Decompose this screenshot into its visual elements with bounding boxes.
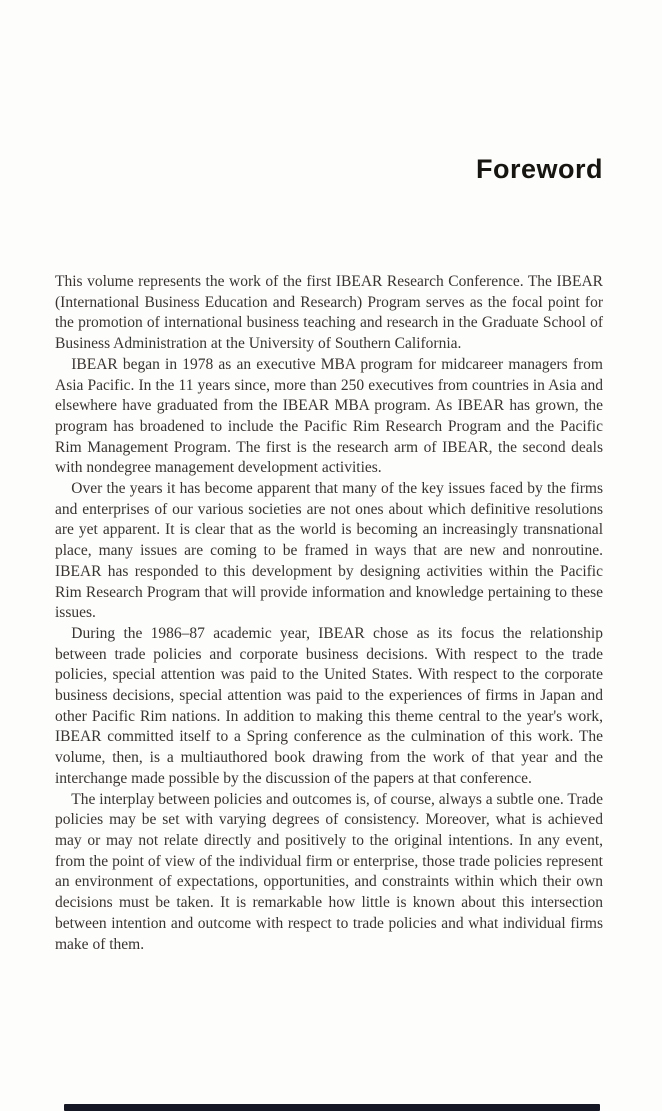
paragraph: The interplay between policies and outcomes is, of course, always a subtle one. Trade policies may be set with varying degrees of consistency. Moreover, what is achieved may or may not relate directly and positively to the original intentions. In any event, from the point of view of the individual firm or enterprise, those trade policies represent an environment of expectations, opportunities, and constraints within which their own decisions must be taken. It is remarkable how little is known about this intersection between intention and outcome with respect to trade policies and what individual firms make of them. xyxy=(55,790,603,953)
page-title: Foreword xyxy=(475,154,603,184)
paragraph: Over the years it has become apparent that many of the key issues faced by the firms and enterprises of our various societies are not ones about which definitive resolutions are yet apparent. It is clear that as the world is becoming an increasingly transnational place, many issues are coming to be framed in ways that are new and nonroutine. IBEAR has responded to this development by designing activities within the Pacific Rim Research Program that will provide information and knowledge pertaining to these issues. xyxy=(55,480,603,622)
paragraph: During the 1986–87 academic year, IBEAR chose as its focus the relationship between trade policies and corporate business decisions. With respect to the trade policies, special attention was paid to the United States. With respect to the corporate business decisions, special attention was paid to the experiences of firms in Japan and other Pacific Rim nations. In addition to making this theme central to the year's work, IBEAR committed itself to a Spring conference as the culmination of this work. The volume, then, is a multiauthored book drawing from the work of that year and the interchange made possible by the discussion of the papers at that conference. xyxy=(55,624,603,787)
paragraph: This volume represents the work of the first IBEAR Research Conference. The IBEAR (International Business Education and Research) Program serves as the focal point for the promotion of international business teaching and research in the Graduate School of Business Administration at the University of Southern California. xyxy=(55,273,603,353)
page-edge-bar xyxy=(64,1104,600,1111)
foreword-text xyxy=(55,272,603,955)
paragraph: IBEAR began in 1978 as an executive MBA program for midcareer managers from Asia Pacific. In the 11 years since, more than 250 executives from countries in Asia and elsewhere have graduated from the IBEAR MBA program. As IBEAR has grown, the program has broadened to include the Pacific Rim Research Program and the Pacific Rim Management Program. The first is the research arm of IBEAR, the second deals with nondegree management development activities. xyxy=(55,355,603,477)
